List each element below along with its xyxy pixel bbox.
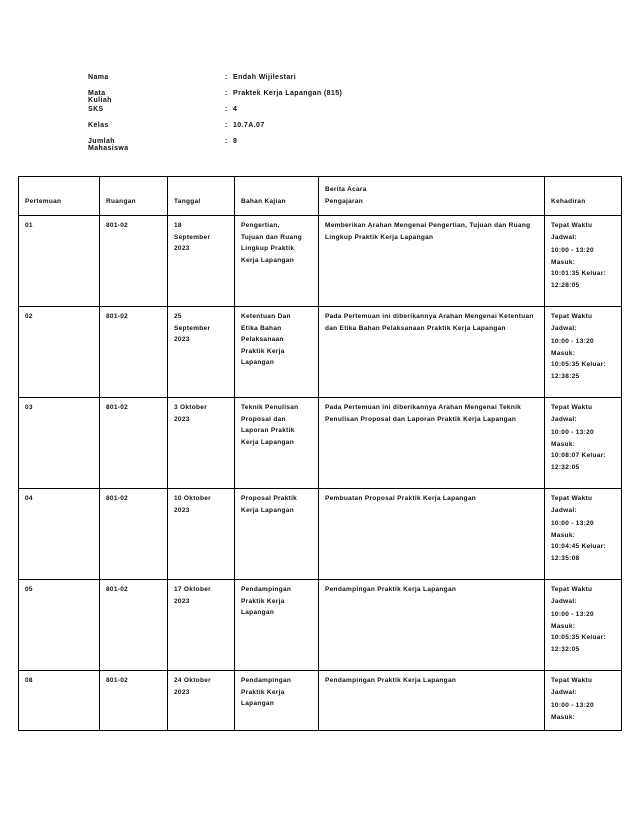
bahan-line: Praktik Kerja	[241, 597, 285, 605]
tanggal-line: 2023	[174, 597, 190, 605]
table-row	[19, 489, 622, 580]
bahan-line: Pendampingan	[241, 677, 292, 684]
bahan-line: Pelaksanaan	[241, 336, 284, 343]
kehadiran-jadwal: 10:00 - 13:20	[551, 338, 594, 345]
kehadiran-status: Tepat Waktu	[551, 495, 593, 502]
kehadiran-masuk-label: Masuk:	[551, 258, 576, 266]
cell-tanggal	[168, 307, 235, 398]
bahan-line: Kerja Lapangan	[241, 506, 294, 514]
cell-ruangan: 801-02	[100, 216, 168, 307]
tanggal-line: 24 Oktober	[174, 677, 211, 684]
kehadiran-status: Tepat Waktu	[551, 586, 593, 593]
cell-kehadiran	[545, 216, 622, 307]
header-pertemuan: Pertemuan	[19, 177, 100, 216]
bahan-line: Lapangan	[241, 700, 275, 707]
cell-bahan-kajian	[235, 489, 319, 580]
cell-tanggal	[168, 398, 235, 489]
header-berita-line2: Pengajaran	[325, 197, 364, 205]
kehadiran-jadwal: 10:00 - 13:20	[551, 520, 594, 527]
info-colon: :	[225, 90, 228, 97]
kehadiran-keluar: 12:32:05	[551, 463, 580, 471]
info-value: 10.7A.07	[233, 122, 265, 129]
cell-pertemuan: 05	[19, 580, 100, 671]
table-header-row	[19, 177, 622, 216]
cell-berita-acara: Memberikan Arahan Mengenai Pengertian, Tujuan dan Ruang Lingkup Praktik Kerja Lapangan	[319, 216, 545, 307]
attendance-table	[18, 176, 622, 731]
cell-kehadiran	[545, 580, 622, 671]
tanggal-line: 3 Oktober	[174, 404, 208, 411]
info-label: Kelas	[88, 122, 109, 129]
cell-pertemuan: 03	[19, 398, 100, 489]
kehadiran-keluar: 12:38:25	[551, 372, 580, 380]
tanggal-line: 2023	[174, 415, 190, 423]
kehadiran-jadwal: 10:00 - 13:20	[551, 247, 594, 254]
cell-kehadiran	[545, 489, 622, 580]
kehadiran-keluar: 12:32:05	[551, 645, 580, 653]
cell-pertemuan: 08	[19, 671, 100, 731]
kehadiran-masuk-keluar: 10:01:35 Keluar:	[551, 270, 607, 277]
cell-pertemuan: 02	[19, 307, 100, 398]
cell-tanggal	[168, 489, 235, 580]
header-berita-line1: Berita Acara	[325, 186, 367, 193]
kehadiran-keluar: 12:28:05	[551, 281, 580, 289]
info-colon: :	[225, 106, 228, 113]
info-colon: :	[225, 138, 228, 145]
kehadiran-jadwal-label: Jadwal:	[551, 415, 577, 423]
bahan-line: Kerja Lapangan	[241, 256, 294, 264]
header-tanggal: Tanggal	[168, 177, 235, 216]
cell-berita-acara: Pendampingan Praktik Kerja Lapangan	[319, 671, 545, 731]
kehadiran-jadwal: 10:00 - 13:20	[551, 611, 594, 618]
tanggal-line: 18	[174, 222, 182, 229]
bahan-line: Praktik Kerja	[241, 688, 285, 696]
kehadiran-masuk-keluar: 10:05:35 Keluar:	[551, 361, 607, 368]
tanggal-line: 25	[174, 313, 182, 320]
info-label: SKS	[88, 106, 104, 113]
info-value: 8	[233, 138, 238, 145]
kehadiran-jadwal-label: Jadwal:	[551, 597, 577, 605]
kehadiran-masuk-label: Masuk:	[551, 349, 576, 357]
tanggal-line: 2023	[174, 336, 190, 343]
bahan-line: Pengertian,	[241, 222, 280, 229]
cell-berita-acara: Pada Pertemuan ini diberikannya Arahan Mengenai Ketentuan dan Etika Bahan Pelaksanaan Praktik Kerja Lapangan	[319, 307, 545, 398]
kehadiran-masuk-keluar: 10:08:07 Keluar:	[551, 452, 607, 459]
tanggal-line: September	[174, 233, 211, 241]
tanggal-line: 2023	[174, 245, 190, 252]
cell-tanggal	[168, 216, 235, 307]
header-ruangan: Ruangan	[100, 177, 168, 216]
kehadiran-masuk-label: Masuk:	[551, 440, 576, 448]
bahan-line: Lapangan	[241, 609, 275, 616]
cell-bahan-kajian	[235, 671, 319, 731]
table-row	[19, 398, 622, 489]
bahan-line: Teknik Penulisan	[241, 404, 299, 411]
kehadiran-masuk-label: Masuk:	[551, 713, 576, 721]
bahan-line: Ketentuan Dan	[241, 313, 291, 320]
table-row	[19, 216, 622, 307]
cell-ruangan: 801-02	[100, 671, 168, 731]
kehadiran-status: Tepat Waktu	[551, 222, 593, 229]
kehadiran-jadwal-label: Jadwal:	[551, 688, 577, 696]
info-label: Mata Kuliah	[88, 90, 112, 104]
cell-berita-acara: Pada Pertemuan ini diberikannya Arahan Mengenai Teknik Penulisan Proposal dan Laporan Praktik Kerja Lapangan	[319, 398, 545, 489]
cell-bahan-kajian	[235, 580, 319, 671]
kehadiran-masuk-keluar: 10:05:35 Keluar:	[551, 634, 607, 641]
bahan-line: Proposal dan	[241, 415, 286, 423]
kehadiran-jadwal-label: Jadwal:	[551, 324, 577, 332]
bahan-line: Etika Bahan	[241, 324, 282, 332]
kehadiran-status: Tepat Waktu	[551, 404, 593, 411]
bahan-line: Kerja Lapangan	[241, 438, 294, 446]
bahan-line: Praktik Kerja	[241, 347, 285, 355]
tanggal-line: 17 Oktober	[174, 586, 211, 593]
tanggal-line: September	[174, 324, 211, 332]
info-colon: :	[225, 74, 228, 81]
cell-kehadiran	[545, 398, 622, 489]
kehadiran-jadwal: 10:00 - 13:20	[551, 429, 594, 436]
table-row	[19, 580, 622, 671]
info-value: Endah Wijilestari	[233, 74, 297, 81]
kehadiran-jadwal: 10:00 - 13:20	[551, 702, 594, 709]
cell-kehadiran	[545, 671, 622, 731]
tanggal-line: 2023	[174, 688, 190, 696]
cell-ruangan: 801-02	[100, 580, 168, 671]
header-berita-acara	[319, 177, 545, 216]
bahan-line: Lingkup Praktik	[241, 245, 295, 252]
bahan-line: Pendampingan	[241, 586, 292, 593]
tanggal-line: 2023	[174, 506, 190, 514]
tanggal-line: 10 Oktober	[174, 495, 211, 502]
info-colon: :	[225, 122, 228, 129]
cell-tanggal	[168, 671, 235, 731]
cell-bahan-kajian	[235, 216, 319, 307]
info-label: Jumlah Mahasiswa	[88, 138, 129, 152]
cell-pertemuan: 04	[19, 489, 100, 580]
kehadiran-masuk-keluar: 10:04:45 Keluar:	[551, 543, 607, 550]
bahan-line: Tujuan dan Ruang	[241, 233, 303, 241]
kehadiran-status: Tepat Waktu	[551, 677, 593, 684]
cell-kehadiran	[545, 307, 622, 398]
kehadiran-masuk-label: Masuk:	[551, 622, 576, 630]
cell-pertemuan: 01	[19, 216, 100, 307]
kehadiran-jadwal-label: Jadwal:	[551, 233, 577, 241]
bahan-line: Proposal Praktik	[241, 495, 298, 502]
table-row	[19, 307, 622, 398]
cell-berita-acara: Pembuatan Proposal Praktik Kerja Lapangan	[319, 489, 545, 580]
cell-bahan-kajian	[235, 307, 319, 398]
table-row	[19, 671, 622, 731]
cell-berita-acara: Pendampingan Praktik Kerja Lapangan	[319, 580, 545, 671]
bahan-line: Lapangan	[241, 359, 275, 366]
kehadiran-jadwal-label: Jadwal:	[551, 506, 577, 514]
kehadiran-masuk-label: Masuk:	[551, 531, 576, 539]
cell-ruangan: 801-02	[100, 307, 168, 398]
cell-ruangan: 801-02	[100, 489, 168, 580]
header-kehadiran: Kehadiran	[545, 177, 622, 216]
cell-tanggal	[168, 580, 235, 671]
cell-bahan-kajian	[235, 398, 319, 489]
info-value: 4	[233, 106, 238, 113]
kehadiran-status: Tepat Waktu	[551, 313, 593, 320]
cell-ruangan: 801-02	[100, 398, 168, 489]
kehadiran-keluar: 12:35:08	[551, 554, 580, 562]
info-label: Nama	[88, 74, 109, 81]
bahan-line: Laporan Praktik	[241, 427, 295, 434]
info-value: Praktek Kerja Lapangan (815)	[233, 90, 343, 97]
header-bahan-kajian: Bahan Kajian	[235, 177, 319, 216]
